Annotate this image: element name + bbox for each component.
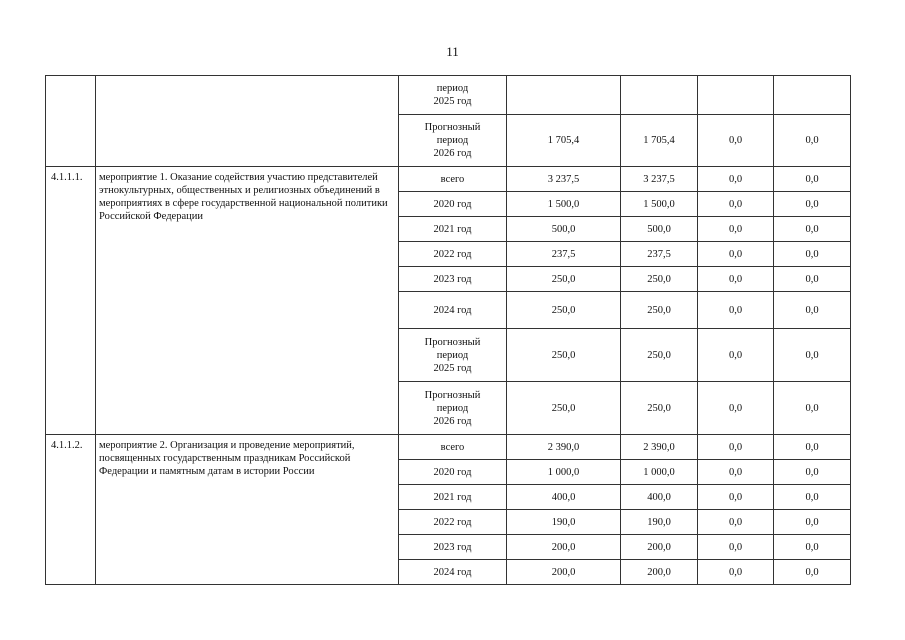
value-source-1: 250,0 <box>621 329 698 382</box>
period-cell: Прогнозный период 2026 год <box>399 115 507 167</box>
period-cell: 2020 год <box>399 460 507 485</box>
item-code <box>46 76 96 167</box>
value-total: 1 705,4 <box>507 115 621 167</box>
value-source-1: 400,0 <box>621 485 698 510</box>
value-source-3: 0,0 <box>774 217 851 242</box>
value-source-1: 1 000,0 <box>621 460 698 485</box>
value-total: 1 000,0 <box>507 460 621 485</box>
value-source-3: 0,0 <box>774 167 851 192</box>
item-code: 4.1.1.1. <box>46 167 96 435</box>
period-cell: Прогнозный период 2025 год <box>399 329 507 382</box>
period-cell: 2021 год <box>399 485 507 510</box>
value-source-2: 0,0 <box>698 460 774 485</box>
table-row <box>46 167 851 192</box>
value-source-1: 1 500,0 <box>621 192 698 217</box>
period-cell: всего <box>399 435 507 460</box>
value-source-2: 0,0 <box>698 329 774 382</box>
period-cell: Прогнозный период 2026 год <box>399 382 507 435</box>
value-source-3: 0,0 <box>774 242 851 267</box>
value-source-3: 0,0 <box>774 510 851 535</box>
period-cell: 2023 год <box>399 267 507 292</box>
value-total <box>507 76 621 115</box>
value-total: 250,0 <box>507 329 621 382</box>
table-row <box>46 76 851 115</box>
value-source-3: 0,0 <box>774 560 851 585</box>
value-total: 2 390,0 <box>507 435 621 460</box>
value-total: 190,0 <box>507 510 621 535</box>
value-source-2: 0,0 <box>698 192 774 217</box>
value-total: 200,0 <box>507 560 621 585</box>
period-cell: период 2025 год <box>399 76 507 115</box>
value-source-1: 190,0 <box>621 510 698 535</box>
value-total: 3 237,5 <box>507 167 621 192</box>
period-cell: 2024 год <box>399 292 507 329</box>
value-source-3: 0,0 <box>774 382 851 435</box>
period-cell: 2023 год <box>399 535 507 560</box>
value-source-1: 200,0 <box>621 560 698 585</box>
table-row <box>46 435 851 460</box>
item-code: 4.1.1.2. <box>46 435 96 585</box>
page-number: 11 <box>446 44 459 59</box>
value-source-3: 0,0 <box>774 485 851 510</box>
period-cell: 2024 год <box>399 560 507 585</box>
period-cell: 2021 год <box>399 217 507 242</box>
value-source-3: 0,0 <box>774 329 851 382</box>
item-name <box>96 76 399 167</box>
value-source-2: 0,0 <box>698 217 774 242</box>
value-source-2: 0,0 <box>698 382 774 435</box>
value-source-1: 250,0 <box>621 267 698 292</box>
value-source-3: 0,0 <box>774 460 851 485</box>
period-cell: 2022 год <box>399 510 507 535</box>
item-name: мероприятие 1. Оказание содействия участию представителей этнокультурных, общественных и религиозных объединений в мероприятиях в сфере государственной национальной политики Российской Федерации <box>96 167 399 435</box>
value-source-2: 0,0 <box>698 510 774 535</box>
value-source-2: 0,0 <box>698 115 774 167</box>
table-body <box>46 76 851 585</box>
value-source-3: 0,0 <box>774 192 851 217</box>
value-source-3: 0,0 <box>774 292 851 329</box>
value-source-2: 0,0 <box>698 535 774 560</box>
value-source-2: 0,0 <box>698 292 774 329</box>
value-source-2: 0,0 <box>698 242 774 267</box>
value-source-1: 250,0 <box>621 382 698 435</box>
value-total: 250,0 <box>507 267 621 292</box>
value-source-3: 0,0 <box>774 535 851 560</box>
value-total: 400,0 <box>507 485 621 510</box>
value-source-2: 0,0 <box>698 485 774 510</box>
period-cell: 2020 год <box>399 192 507 217</box>
budget-table <box>45 75 851 585</box>
value-source-3: 0,0 <box>774 115 851 167</box>
item-name: мероприятие 2. Организация и проведение мероприятий, посвященных государственным праздникам Российской Федерации и памятным датам в истории России <box>96 435 399 585</box>
value-source-2 <box>698 76 774 115</box>
value-source-2: 0,0 <box>698 435 774 460</box>
period-cell: всего <box>399 167 507 192</box>
value-source-3 <box>774 76 851 115</box>
value-source-3: 0,0 <box>774 435 851 460</box>
value-source-1 <box>621 76 698 115</box>
value-source-1: 200,0 <box>621 535 698 560</box>
value-source-1: 237,5 <box>621 242 698 267</box>
value-source-2: 0,0 <box>698 167 774 192</box>
period-cell: 2022 год <box>399 242 507 267</box>
value-source-1: 3 237,5 <box>621 167 698 192</box>
value-total: 1 500,0 <box>507 192 621 217</box>
value-source-1: 2 390,0 <box>621 435 698 460</box>
value-source-2: 0,0 <box>698 560 774 585</box>
value-source-2: 0,0 <box>698 267 774 292</box>
value-total: 500,0 <box>507 217 621 242</box>
value-source-3: 0,0 <box>774 267 851 292</box>
value-source-1: 1 705,4 <box>621 115 698 167</box>
value-total: 200,0 <box>507 535 621 560</box>
value-total: 250,0 <box>507 292 621 329</box>
value-source-1: 500,0 <box>621 217 698 242</box>
value-total: 237,5 <box>507 242 621 267</box>
value-total: 250,0 <box>507 382 621 435</box>
value-source-1: 250,0 <box>621 292 698 329</box>
